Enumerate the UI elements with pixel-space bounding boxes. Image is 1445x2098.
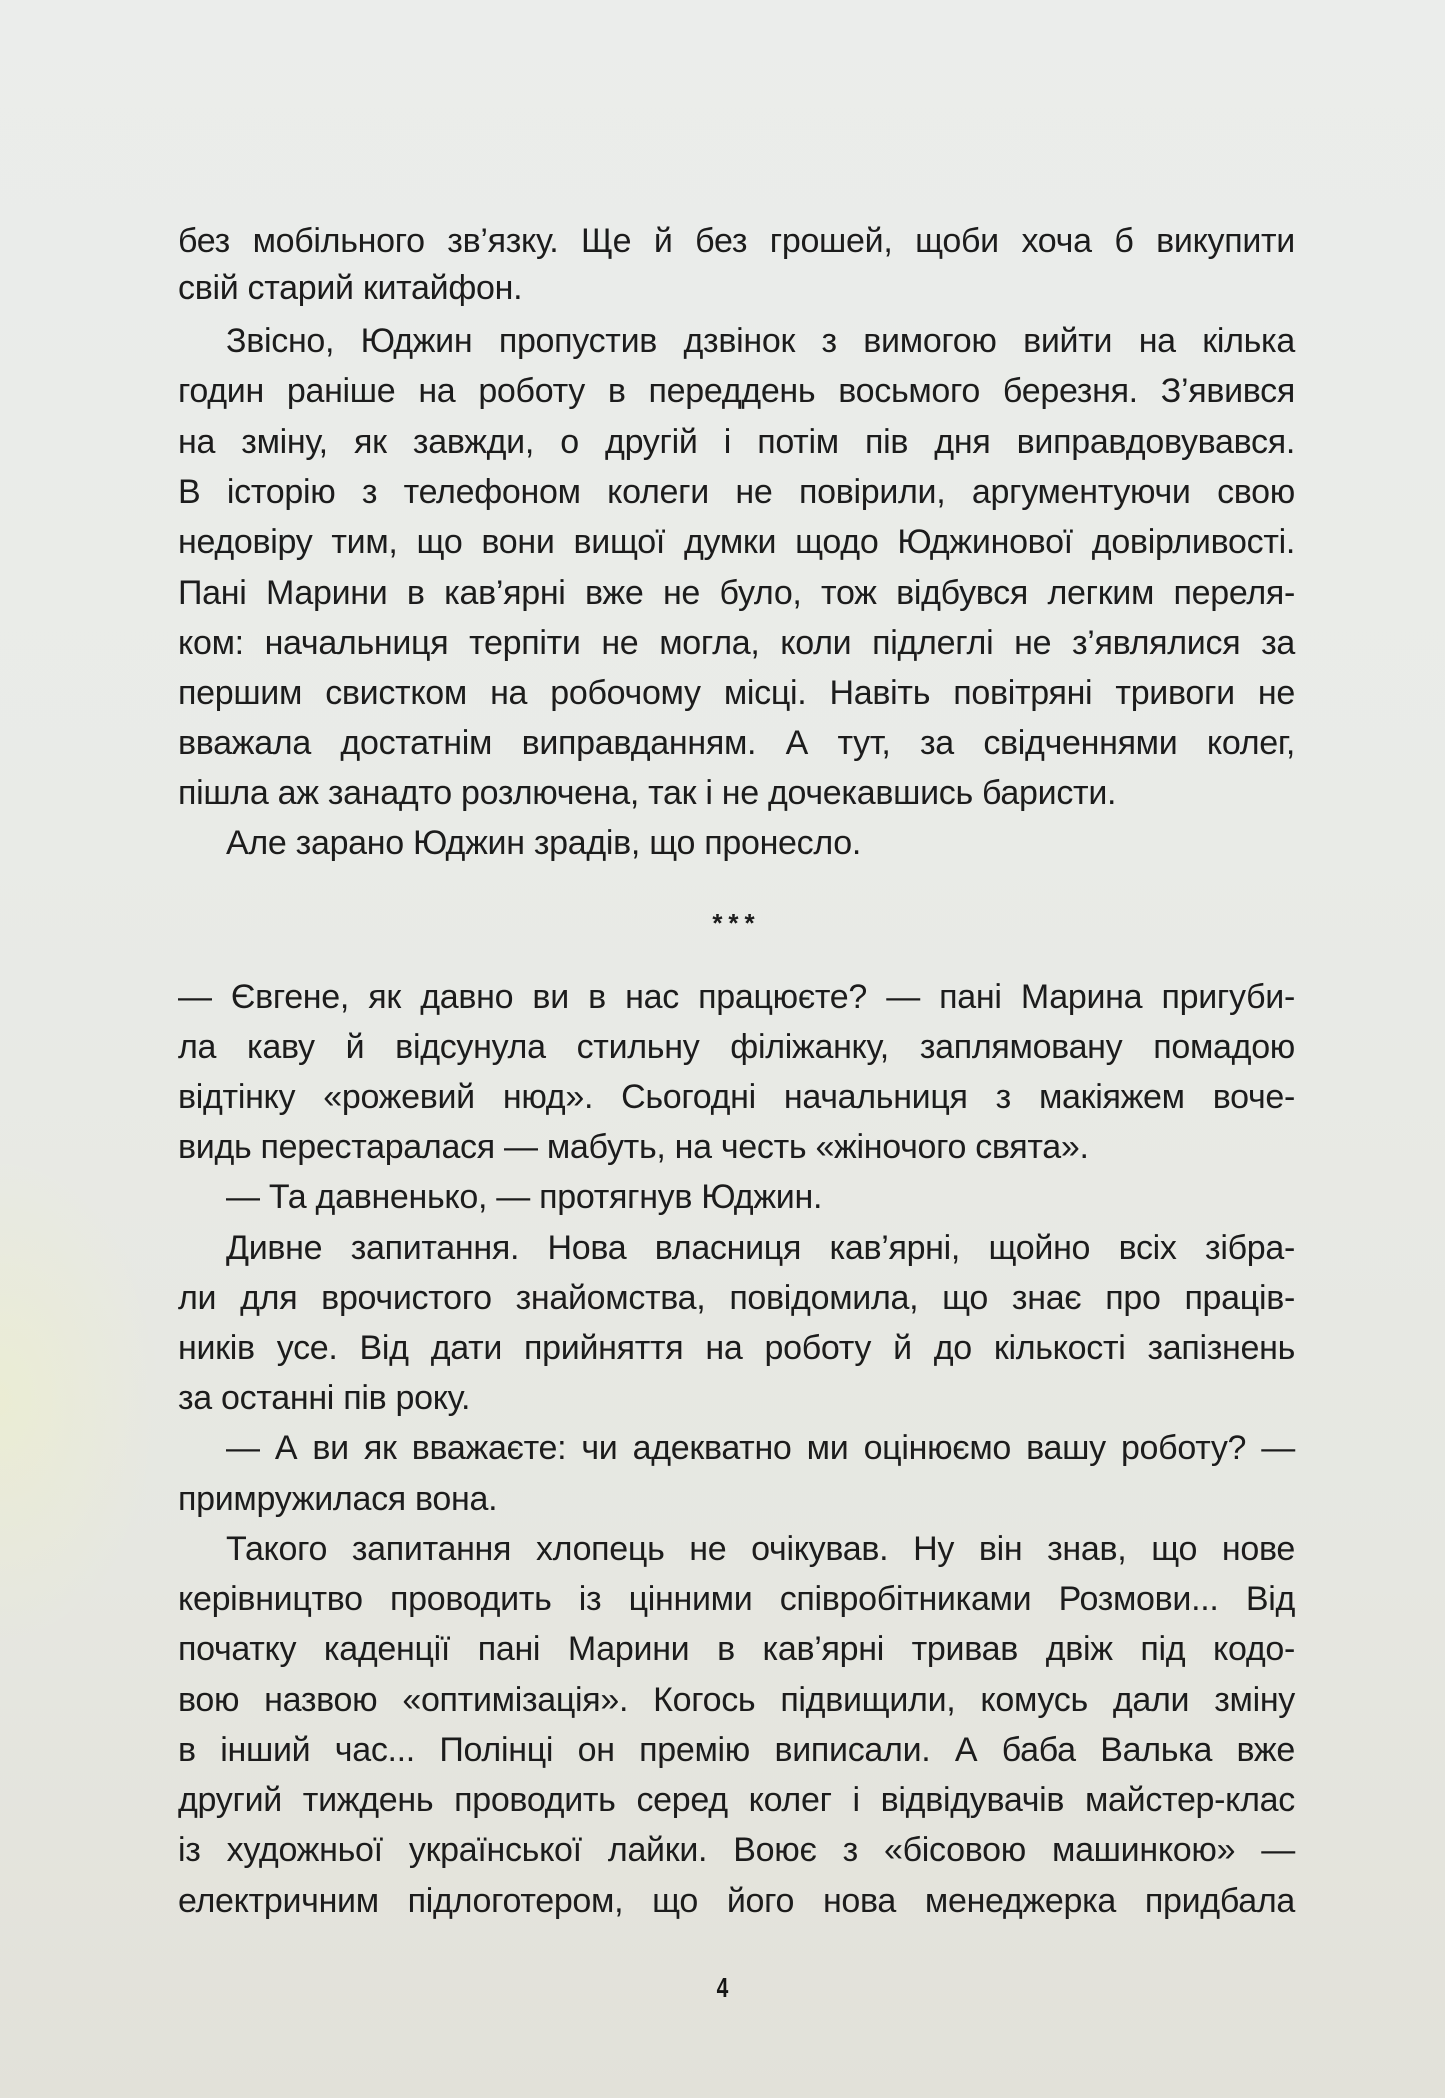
paragraph-start-line: Дивне запитання. Нова власниця кав’ярні, щойно всіх зібра- (226, 1229, 1295, 1267)
text-line: ком: начальниця терпіти не могла, коли підлеглі не з’являлися за (178, 624, 1295, 662)
text-line: пішла аж занадто розлючена, так і не дочекавшись баристи. (178, 774, 1117, 812)
dialogue-line: — Та давненько, — протягнув Юджин. (226, 1178, 823, 1216)
paragraph-start-line: Такого запитання хлопець не очікував. Ну він знав, що нове (226, 1530, 1295, 1568)
text-line: годин раніше на роботу в переддень восьмого березня. З’явився (178, 372, 1295, 410)
text-line: В історію з телефоном колеги не повірили, аргументуючи свою (178, 473, 1295, 511)
text-line: в інший час... Полінці он премію виписали. А баба Валька вже (178, 1731, 1295, 1769)
paper-tint (0, 1150, 160, 1650)
scene-separator: *** (712, 908, 761, 938)
text-line: ників усе. Від дати прийняття на роботу й до кількості запізнень (178, 1329, 1295, 1367)
dialogue-line: — А ви як вважаєте: чи адекватно ми оцінюємо вашу роботу? — (226, 1429, 1295, 1467)
text-line: на зміну, як завжди, о другій і потім пів дня виправдовувався. (178, 423, 1295, 461)
text-line: вою назвою «оптимізація». Когось підвищили, комусь дали зміну (178, 1681, 1295, 1719)
page-number: 4 (716, 1972, 729, 2003)
text-line: свій старий китайфон. (178, 269, 523, 307)
text-line: недовіру тим, що вони вищої думки щодо Юджинової довірливості. (178, 523, 1295, 561)
book-page (178, 0, 1295, 2098)
text-line: першим свистком на робочому місці. Навіть повітряні тривоги не (178, 674, 1295, 712)
text-line: керівництво проводить із цінними співробітниками Розмови... Від (178, 1580, 1295, 1618)
text-line: вважала достатнім виправданням. А тут, за свідченнями колег, (178, 724, 1295, 762)
dialogue-line: — Євгене, як давно ви в нас працюєте? — пані Марина пригуби- (178, 978, 1295, 1016)
text-line: ли для врочистого знайомства, повідомила, що знає про праців- (178, 1279, 1295, 1317)
paragraph-start-line: Але зарано Юджин зрадів, що пронесло. (226, 824, 862, 862)
text-line: ла каву й відсунула стильну філіжанку, заплямовану помадою (178, 1028, 1295, 1066)
text-line: видь перестаралася — мабуть, на честь «жіночого свята». (178, 1128, 1089, 1166)
text-line: Пані Марини в кав’ярні вже не було, тож відбувся легким переля- (178, 574, 1295, 612)
text-line: примружилася вона. (178, 1480, 498, 1518)
text-line: без мобільного зв’язку. Ще й без грошей, щоби хоча б викупити (178, 222, 1295, 260)
text-line: за останні пів року. (178, 1379, 471, 1417)
paragraph-start-line: Звісно, Юджин пропустив дзвінок з вимогою вийти на кілька (226, 322, 1295, 360)
text-line: електричним підлоготером, що його нова менеджерка придбала (178, 1882, 1295, 1920)
text-line: другий тиждень проводить серед колег і відвідувачів майстер-клас (178, 1781, 1295, 1819)
text-line: початку каденції пані Марини в кав’ярні тривав двіж під кодо- (178, 1630, 1295, 1668)
text-line: відтінку «рожевий нюд». Сьогодні начальниця з макіяжем воче- (178, 1078, 1295, 1116)
text-line: із художньої української лайки. Воює з «бісовою машинкою» — (178, 1831, 1295, 1869)
